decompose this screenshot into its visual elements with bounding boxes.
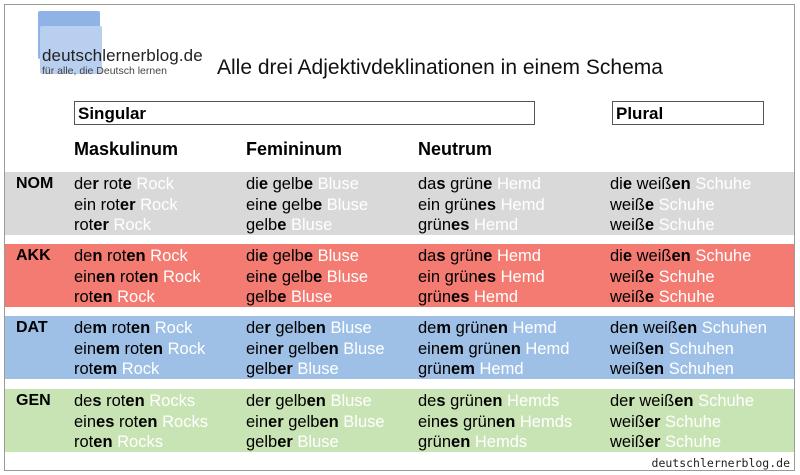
declension-line: die gelbe Bluse [246, 175, 359, 193]
declension-line: dem grünen Hemd [418, 319, 557, 337]
case-row-dat [5, 316, 794, 379]
noun: Rocks [149, 392, 196, 410]
noun: Schuhe [695, 247, 752, 265]
case-row-akk [5, 244, 794, 307]
declension-line: weiße Schuhe [610, 216, 715, 234]
declension-line: dem roten Rock [74, 319, 193, 337]
noun: Hemds [519, 412, 573, 431]
declension-line: weiße Schuhe [610, 195, 715, 214]
noun: Hemds [507, 392, 560, 410]
noun: Hemd [525, 339, 570, 358]
declension-line: eine gelbe Bluse [246, 267, 369, 286]
noun: Hemd [473, 216, 518, 234]
gender-header-neutrum: Neutrum [418, 139, 493, 159]
noun: Rock [121, 360, 160, 378]
noun: Bluse [290, 216, 333, 234]
noun: Schuhe [665, 433, 722, 451]
logo-name: deutschlernerblog.de [42, 46, 203, 65]
noun: Rocks [117, 433, 163, 451]
noun: Bluse [317, 175, 359, 193]
declension-line: weißen Schuhen [610, 339, 734, 358]
case-label-nom: NOM [16, 175, 54, 192]
declension-line: rotem Rock [74, 360, 160, 378]
logo-tagline: für alle, die Deutsch lernen [42, 65, 167, 77]
declension-line: ein grünes Hemd [418, 195, 545, 214]
noun: Bluse [343, 339, 385, 358]
noun: Rock [154, 319, 193, 337]
noun: Hemd [512, 319, 557, 337]
cell-nom-neut [418, 174, 545, 236]
declension-line: einem grünen Hemd [418, 339, 570, 358]
declension-line: den weißen Schuhen [610, 319, 767, 337]
declension-line: einer gelben Bluse [246, 339, 385, 358]
noun: Rock [163, 267, 201, 286]
noun: Rock [140, 195, 178, 214]
cell-akk-fem [246, 246, 368, 308]
declension-line: gelbe Bluse [246, 216, 333, 234]
declension-line: einen roten Rock [74, 267, 201, 286]
noun: Schuhe [698, 392, 755, 410]
cell-gen-mask [74, 391, 208, 453]
declension-line: der gelben Bluse [246, 392, 372, 410]
cell-nom-plural [610, 174, 751, 236]
noun: Bluse [290, 288, 333, 306]
footer-url[interactable]: deutschlernerblog.de [651, 456, 790, 470]
noun: Rock [113, 216, 152, 234]
cell-nom-mask [74, 174, 178, 236]
declension-line: die weißen Schuhe [610, 175, 752, 193]
case-label-akk: AKK [16, 247, 51, 264]
noun: Hemd [479, 360, 524, 378]
declension-line: einer gelben Bluse [246, 412, 385, 431]
declension-line: gelbe Bluse [246, 288, 333, 306]
declension-line: weißer Schuhe [610, 433, 722, 451]
noun: Rocks [162, 412, 208, 431]
declension-line: eine gelbe Bluse [246, 195, 369, 214]
noun: Bluse [297, 433, 339, 451]
declension-line: des grünen Hemds [418, 392, 560, 410]
declension-line: weißer Schuhe [610, 412, 722, 431]
declension-line: gelber Bluse [246, 433, 339, 451]
declension-line: roten Rock [74, 288, 155, 306]
declension-line: roter Rock [74, 216, 152, 234]
noun: Rock [136, 175, 175, 193]
cell-gen-neut [418, 391, 572, 453]
declension-line: den roten Rock [74, 247, 188, 265]
case-row-nom [5, 172, 794, 235]
declension-line: der gelben Bluse [246, 319, 372, 337]
noun: Schuhe [658, 267, 715, 286]
noun: Rock [117, 288, 155, 306]
noun: Schuhe [658, 288, 715, 306]
declension-line: der weißen Schuhe [610, 392, 755, 410]
cell-dat-mask [74, 318, 205, 380]
noun: Hemd [473, 288, 518, 306]
declension-line: weiße Schuhe [610, 288, 715, 306]
declension-line: die gelbe Bluse [246, 247, 359, 265]
declension-line: weiße Schuhe [610, 267, 715, 286]
noun: Bluse [330, 319, 372, 337]
noun: Bluse [343, 412, 385, 431]
noun: Schuhe [665, 412, 722, 431]
declension-line: ein grünes Hemd [418, 267, 545, 286]
case-label-gen: GEN [16, 392, 51, 409]
noun: Hemd [496, 247, 541, 265]
declension-line: einem roten Rock [74, 339, 206, 358]
cell-gen-fem [246, 391, 385, 453]
noun: Schuhe [658, 195, 715, 214]
noun: Bluse [297, 360, 339, 378]
declension-line: grünen Hemds [418, 433, 528, 451]
noun: Rock [150, 247, 188, 265]
declension-line: ein roter Rock [74, 195, 178, 214]
noun: Hemd [500, 267, 545, 286]
noun: Bluse [317, 247, 359, 265]
cell-dat-plural [610, 318, 767, 380]
declension-line: grünes Hemd [418, 216, 518, 234]
cell-gen-plural [610, 391, 754, 453]
noun: Hemd [500, 195, 545, 214]
declension-line: gelber Bluse [246, 360, 339, 378]
gender-header-maskulinum: Maskulinum [74, 139, 179, 159]
declension-line: roten Rocks [74, 433, 163, 451]
declension-line: grünes Hemd [418, 288, 518, 306]
declension-line: das grüne Hemd [418, 247, 541, 265]
cell-akk-neut [418, 246, 545, 308]
cell-dat-neut [418, 318, 569, 380]
plural-header: Plural [612, 101, 764, 125]
noun: Bluse [330, 392, 372, 410]
gender-header-femininum: Femininum [246, 139, 343, 159]
cell-dat-fem [246, 318, 385, 380]
cell-nom-fem [246, 174, 368, 236]
noun: Rock [167, 339, 206, 358]
cell-akk-mask [74, 246, 201, 308]
noun: Bluse [326, 267, 369, 286]
declension-line: eines roten Rocks [74, 412, 208, 431]
noun: Hemd [496, 175, 541, 193]
declension-line: eines grünen Hemds [418, 412, 573, 431]
cell-akk-plural [610, 246, 751, 308]
noun: Schuhe [658, 216, 715, 234]
declension-line: das grüne Hemd [418, 175, 541, 193]
declension-line: grünem Hemd [418, 360, 524, 378]
page-title: Alle drei Adjektivdeklinationen in einem Schema [217, 56, 663, 79]
noun: Schuhe [695, 175, 752, 193]
noun: Bluse [326, 195, 369, 214]
declension-line: weißen Schuhen [610, 360, 734, 378]
declension-line: die weißen Schuhe [610, 247, 752, 265]
noun: Schuhen [668, 339, 734, 358]
noun: Hemds [474, 433, 528, 451]
case-row-gen [5, 389, 794, 452]
noun: Schuhen [668, 360, 734, 378]
declension-line: des roten Rocks [74, 392, 196, 410]
noun: Schuhen [701, 319, 767, 337]
case-label-dat: DAT [16, 319, 48, 336]
declension-line: der rote Rock [74, 175, 175, 193]
singular-header: Singular [74, 101, 535, 125]
